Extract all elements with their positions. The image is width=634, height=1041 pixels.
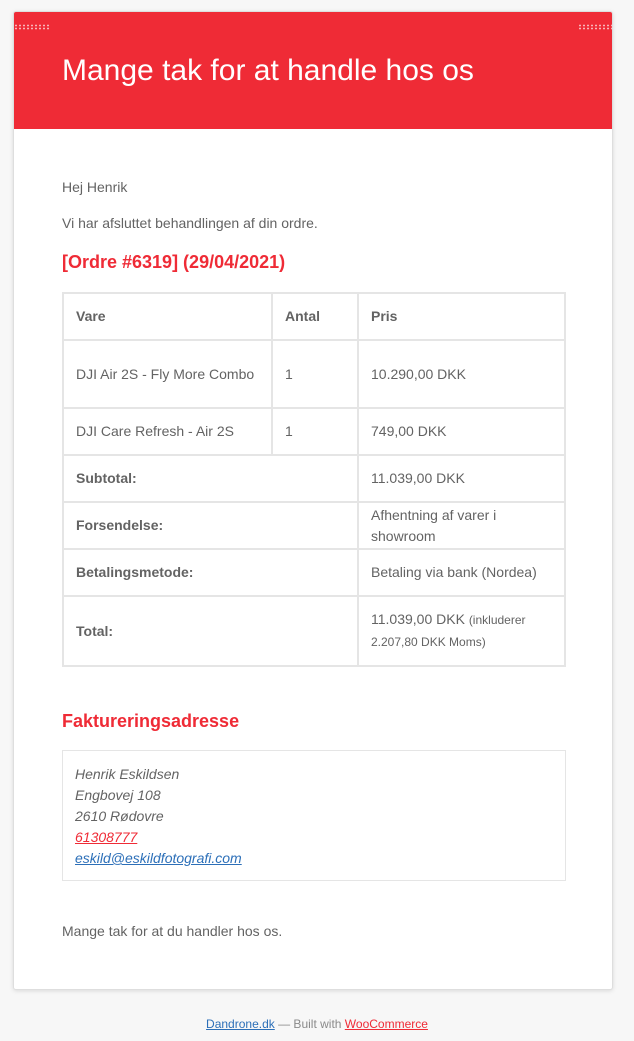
- totals-row-payment: [63, 549, 565, 596]
- totals-row-total: [63, 596, 565, 666]
- row-qty: 1: [272, 340, 358, 408]
- total-label: Total:: [63, 596, 358, 666]
- total-label: Forsendelse:: [63, 502, 358, 549]
- greeting: Hej Henrik: [62, 179, 128, 195]
- intro-text: Vi har afsluttet behandlingen af din ordre.: [62, 215, 318, 231]
- header-qty: Antal: [272, 293, 358, 340]
- order-heading: [Ordre #6319] (29/04/2021): [62, 252, 286, 272]
- closing-text: Mange tak for at du handler hos os.: [62, 923, 283, 939]
- row-price: 10.290,00 DKK: [358, 340, 565, 408]
- row-price: 749,00 DKK: [358, 408, 565, 455]
- footer-separator: — Built with: [274, 1017, 345, 1031]
- billing-phone-link[interactable]: 61308777: [75, 829, 138, 845]
- email-card: [13, 11, 613, 990]
- total-value: 11.039,00 DKK: [358, 455, 565, 502]
- header-dots-right: [578, 24, 613, 30]
- header-price: Pris: [358, 293, 565, 340]
- billing-heading: Faktureringsadresse: [62, 711, 240, 731]
- table-row: [63, 340, 565, 408]
- total-value: Betaling via bank (Nordea): [358, 549, 565, 596]
- tax-note: (inkluderer 2.207,80 DKK Moms): [371, 613, 526, 649]
- billing-street: Engbovej 108: [75, 787, 161, 803]
- header-title: Mange tak for at handle hos os: [62, 54, 474, 87]
- header-dots-left: [14, 24, 50, 30]
- billing-name: Henrik Eskildsen: [75, 766, 180, 782]
- total-value-cell: [358, 596, 565, 666]
- billing-address: [62, 750, 566, 881]
- billing-city: 2610 Rødovre: [75, 808, 164, 824]
- billing-email-link[interactable]: eskild@eskildfotografi.com: [75, 850, 242, 866]
- row-qty: 1: [272, 408, 358, 455]
- email-footer: [0, 1016, 634, 1032]
- row-item: DJI Care Refresh - Air 2S: [63, 408, 272, 455]
- total-label: Subtotal:: [63, 455, 358, 502]
- email-header: [14, 12, 613, 129]
- row-item: DJI Air 2S - Fly More Combo: [63, 340, 272, 408]
- total-label: Betalingsmetode:: [63, 549, 358, 596]
- footer-site-link[interactable]: Dandrone.dk: [206, 1017, 275, 1031]
- total-value: 11.039,00 DKK: [371, 611, 465, 627]
- order-table-header-row: [63, 293, 565, 340]
- header-item: Vare: [63, 293, 272, 340]
- totals-row-shipping: [63, 502, 565, 549]
- totals-row-subtotal: [63, 455, 565, 502]
- total-value: Afhentning af varer i showroom: [358, 502, 565, 549]
- footer-woocommerce-link[interactable]: WooCommerce: [344, 1017, 428, 1031]
- table-row: [63, 408, 565, 455]
- order-table: [62, 292, 566, 667]
